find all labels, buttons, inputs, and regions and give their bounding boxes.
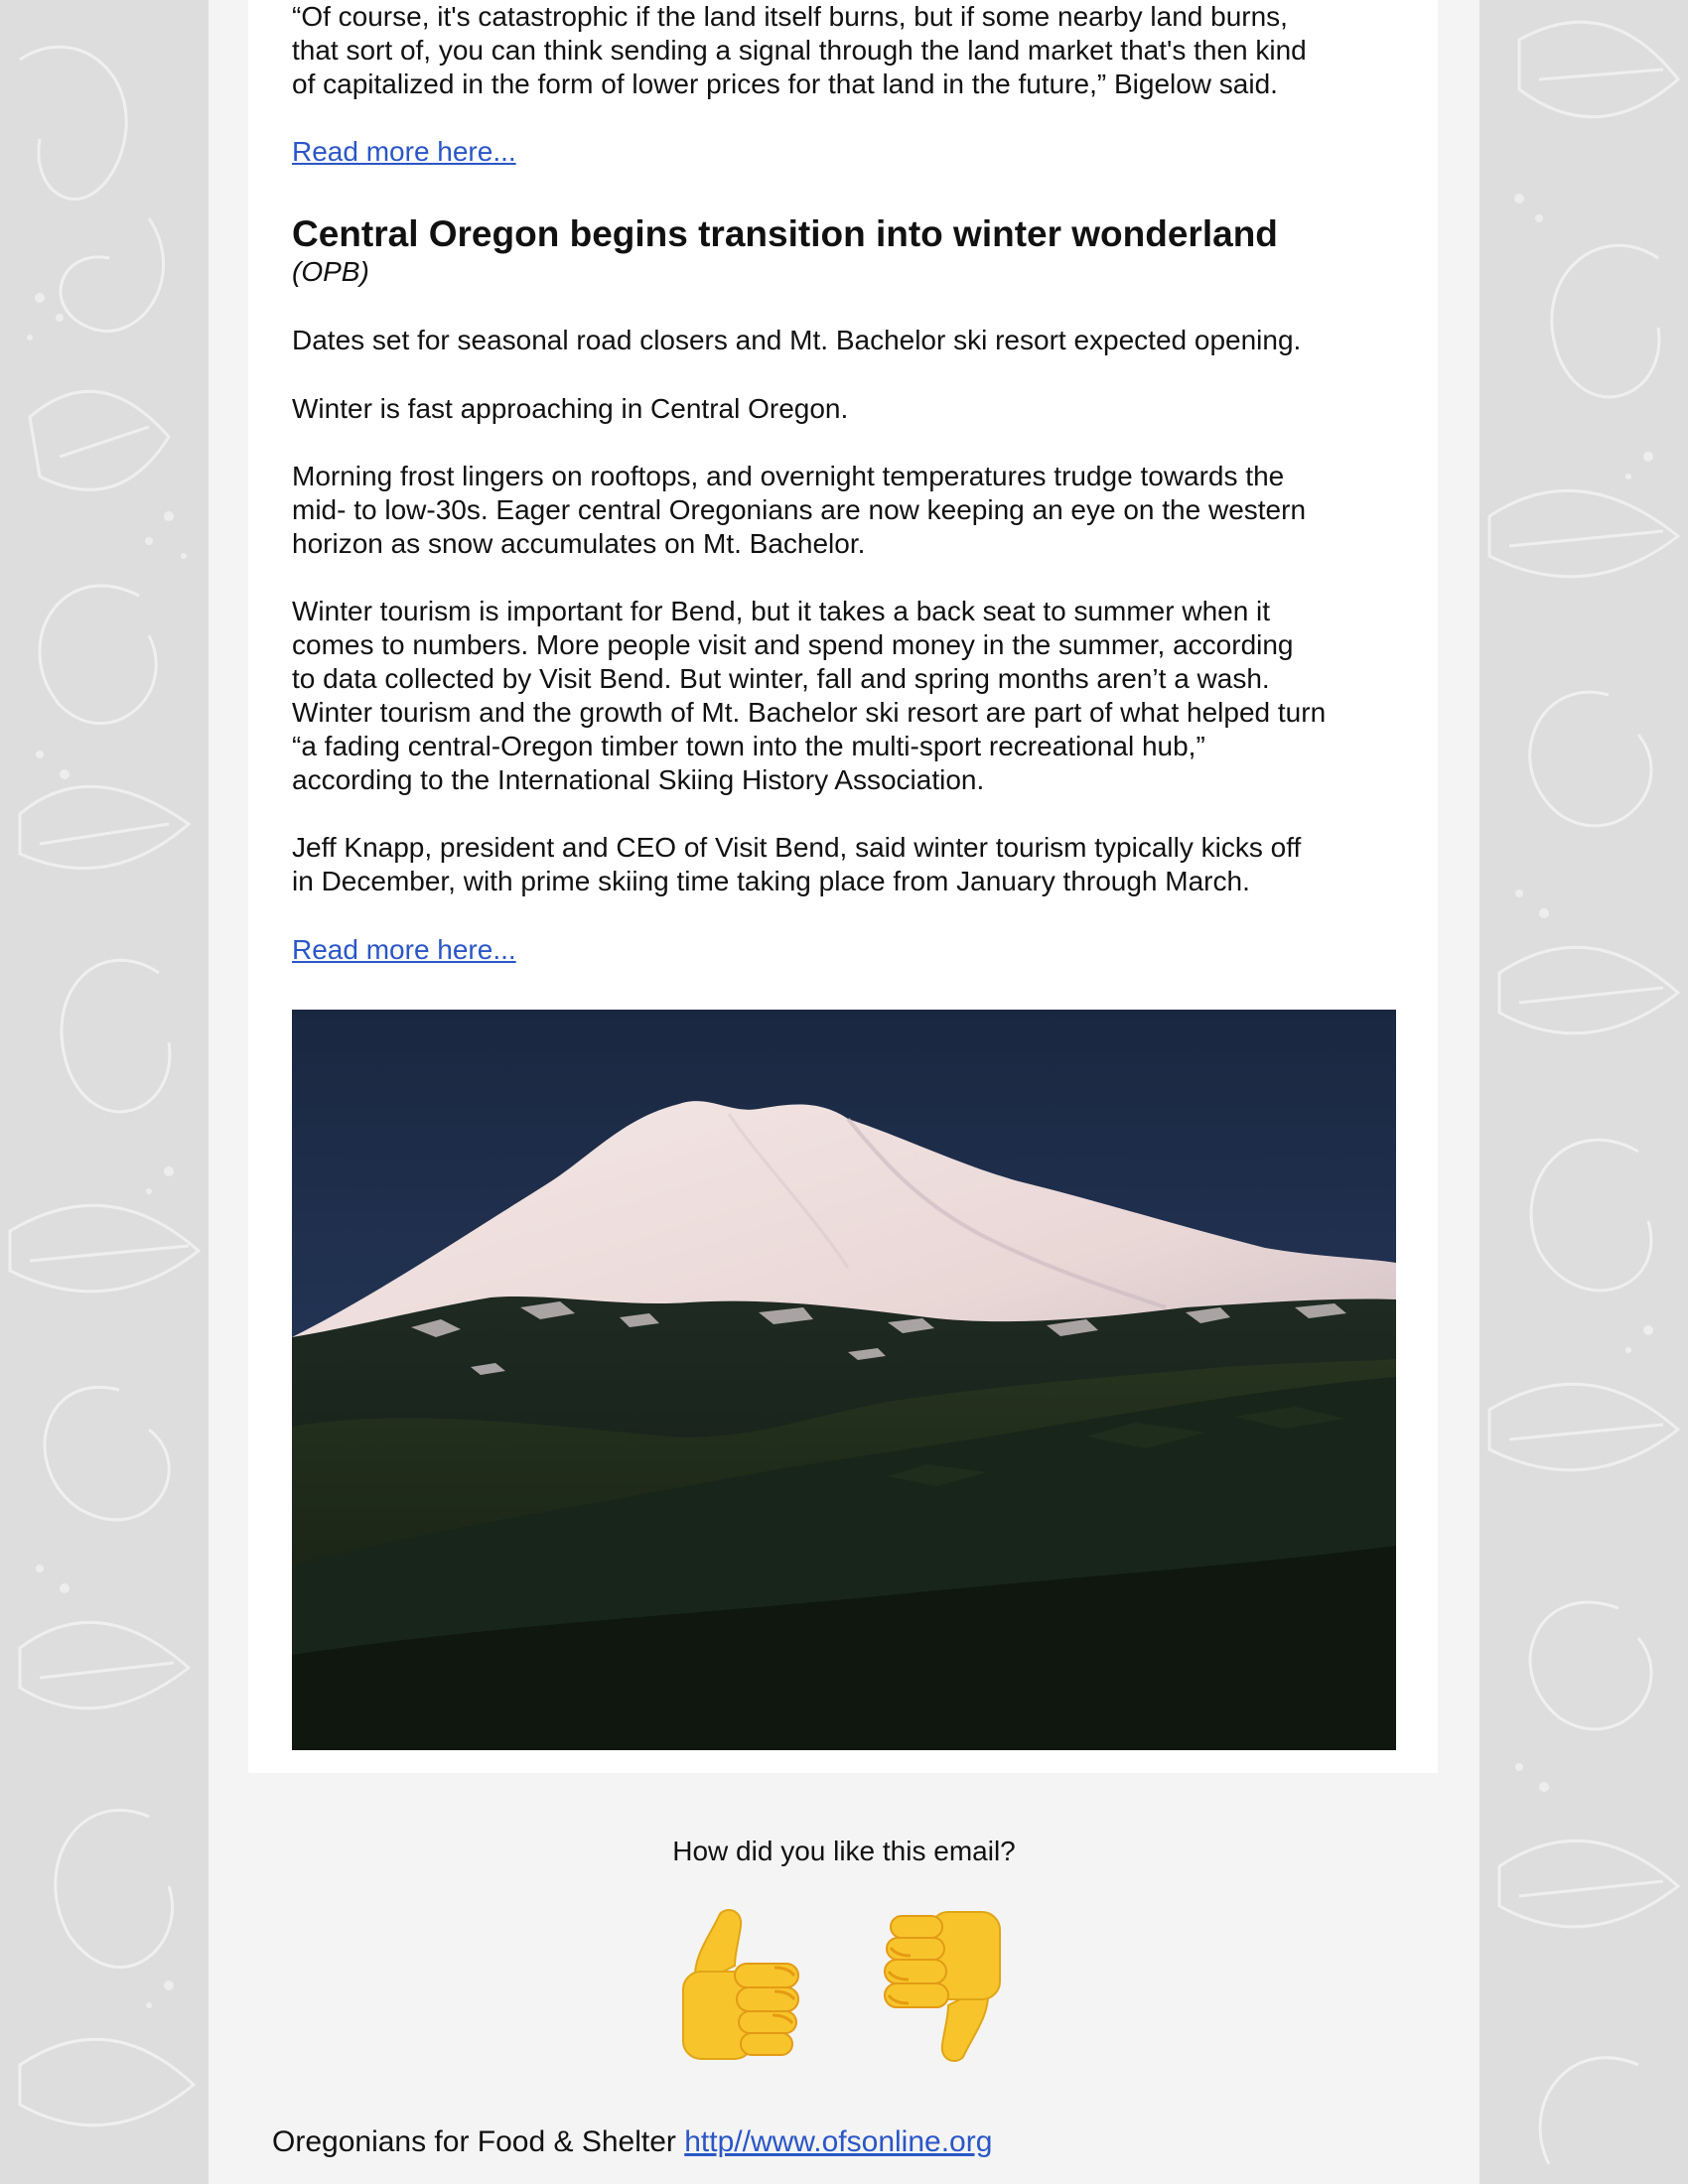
article-1-quote [292, 0, 1396, 101]
paragraph-line: in December, with prime skiing time taking place from January through March. [292, 866, 1250, 896]
paragraph-line: “a fading central-Oregon timber town into the multi-sport recreational hub,” [292, 731, 1205, 761]
right-pattern-background [1479, 0, 1688, 2184]
paragraph-line: Dates set for seasonal road closers and Mt. Bachelor ski resort expected opening. [292, 325, 1302, 355]
paragraph-line: horizon as snow accumulates on Mt. Bachelor. [292, 528, 866, 559]
article-2-title: Central Oregon begins transition into winter wonderland [292, 213, 1278, 254]
article-2-paragraph [292, 324, 1396, 357]
article-2-source: (OPB) [292, 256, 369, 287]
paragraph-line: Winter tourism is important for Bend, but it takes a back seat to summer when it [292, 596, 1271, 626]
article-2-paragraph [292, 831, 1396, 898]
article-2-paragraph [292, 595, 1396, 797]
quote-line: that sort of, you can think sending a signal through the land market that's then kind [292, 35, 1307, 66]
thumbs-up-button[interactable] [665, 1906, 814, 2065]
thumbs-down-button[interactable] [869, 1906, 1018, 2065]
article-2-paragraph [292, 392, 1396, 426]
paragraph-line: mid- to low-30s. Eager central Oregonians are now keeping an eye on the western [292, 494, 1307, 525]
footer-org-name: Oregonians for Food & Shelter [272, 2125, 676, 2158]
paragraph-line: according to the International Skiing History Association. [292, 764, 985, 795]
paragraph-line: Winter tourism and the growth of Mt. Bachelor ski resort are part of what helped turn [292, 697, 1327, 728]
mt-bachelor-photo [292, 1010, 1396, 1750]
article-2-header [292, 212, 1396, 288]
paragraph-line: to data collected by Visit Bend. But winter, fall and spring months aren’t a wash. [292, 663, 1270, 694]
quote-line: “Of course, it's catastrophic if the land itself burns, but if some nearby land burns, [292, 1, 1288, 32]
article-2-paragraph [292, 460, 1396, 561]
thumbs-up-icon [665, 1906, 814, 2065]
article-1-read-more-link[interactable]: Read more here... [292, 136, 516, 167]
footer-website-link[interactable]: http//www.ofsonline.org [684, 2125, 993, 2158]
leaf-pattern-decoration [0, 0, 209, 2184]
mountain-illustration [292, 1010, 1396, 1750]
feedback-question: How did you like this email? [672, 1836, 1016, 1866]
quote-line: of capitalized in the form of lower prices for that land in the future,” Bigelow said. [292, 68, 1278, 99]
paragraph-line: Morning frost lingers on rooftops, and overnight temperatures trudge towards the [292, 461, 1285, 491]
article-2-read-more-link[interactable]: Read more here... [292, 934, 516, 965]
paragraph-line: Jeff Knapp, president and CEO of Visit Bend, said winter tourism typically kicks off [292, 832, 1302, 863]
left-pattern-background [0, 0, 209, 2184]
thumbs-down-icon [869, 1906, 1018, 2065]
paragraph-line: comes to numbers. More people visit and spend money in the summer, according [292, 629, 1294, 660]
paragraph-line: Winter is fast approaching in Central Oregon. [292, 393, 849, 424]
footer [272, 2124, 992, 2160]
leaf-pattern-decoration [1479, 0, 1688, 2184]
